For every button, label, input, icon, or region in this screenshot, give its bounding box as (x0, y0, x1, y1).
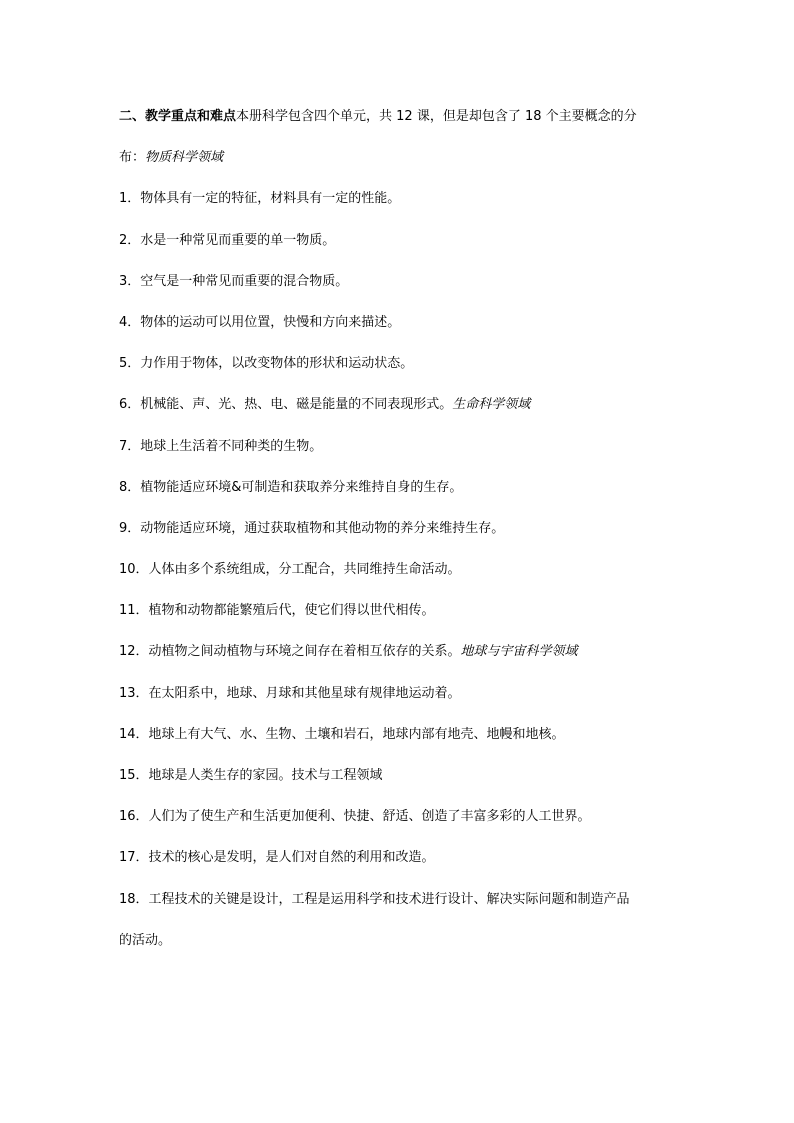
list-item-text: 13．在太阳系中，地球、月球和其他星球有规律地运动着。 (119, 685, 461, 701)
list-item (119, 807, 689, 827)
list-item-text: 2．水是一种常见而重要的单一物质。 (119, 232, 336, 248)
list-item (119, 231, 689, 251)
list-item (119, 560, 689, 580)
domain-label-life: 生命科学领域 (452, 397, 531, 413)
heading-text: 本册科学包含四个单元，共 12 课，但是却包含了 18 个主要概念的分 (236, 109, 637, 124)
list-item (119, 395, 689, 415)
list-item-text: 5．力作用于物体，以改变物体的形状和运动状态。 (119, 356, 414, 372)
list-item-text: 7．地球上生活着不同种类的生物。 (119, 438, 323, 454)
list-item-text: 15．地球是人类生存的家园。技术与工程领域 (119, 768, 383, 783)
list-item (119, 354, 689, 374)
list-item (119, 519, 689, 539)
list-item (119, 272, 689, 292)
list-item-text: 12．动植物之间动植物与环境之间存在着相互依存的关系。 (119, 644, 461, 660)
list-item (119, 684, 689, 704)
domain-label-earth: 地球与宇宙科学领域 (460, 644, 578, 660)
list-item-text: 的活动。 (119, 932, 172, 948)
list-item-text: 18．工程技术的关键是设计，工程是运用科学和技术进行设计、解决实际问题和制造产品 (119, 891, 630, 907)
list-item (119, 601, 689, 621)
list-item-text: 4．物体的运动可以用位置，快慢和方向来描述。 (119, 314, 401, 330)
list-item-text: 16．人们为了使生产和生活更加便利、快捷、舒适、创造了丰富多彩的人工世界。 (119, 809, 591, 825)
list-item-text: 10．人体由多个系统组成，分工配合，共同维持生命活动。 (119, 562, 461, 578)
list-item (119, 848, 689, 868)
document-body (119, 107, 689, 972)
list-item-text: 11．植物和动物都能繁殖后代，使它们得以世代相传。 (119, 603, 435, 619)
heading-line-2 (119, 148, 689, 168)
list-item (119, 437, 689, 457)
list-item (119, 478, 689, 498)
list-item (119, 890, 689, 910)
list-item (119, 313, 689, 333)
list-item (119, 725, 689, 745)
list-item-text: 14．地球上有大气、水、生物、土壤和岩石，地球内部有地壳、地幔和地核。 (119, 726, 565, 742)
list-item (119, 189, 689, 209)
heading-text-continuation: 布： (119, 150, 146, 166)
heading-line-1 (119, 107, 689, 127)
list-item (119, 642, 689, 662)
list-item-text: 17．技术的核心是发明，是人们对自然的利用和改造。 (119, 850, 435, 866)
list-item-continuation (119, 931, 689, 951)
list-item-text: 8．植物能适应环境&可制造和获取养分来维持自身的生存。 (119, 479, 463, 495)
list-item-text: 3．空气是一种常见而重要的混合物质。 (119, 273, 349, 289)
list-item-text: 1．物体具有一定的特征，材料具有一定的性能。 (119, 191, 401, 207)
list-item-text: 6．机械能、声、光、热、电、磁是能量的不同表现形式。 (119, 397, 453, 413)
list-item (119, 766, 689, 786)
heading-bold-prefix: 二、教学重点和难点 (119, 109, 237, 124)
domain-label-material: 物质科学领域 (145, 150, 224, 166)
list-item-text: 9．动物能适应环境，通过获取植物和其他动物的养分来维持生存。 (119, 520, 505, 536)
